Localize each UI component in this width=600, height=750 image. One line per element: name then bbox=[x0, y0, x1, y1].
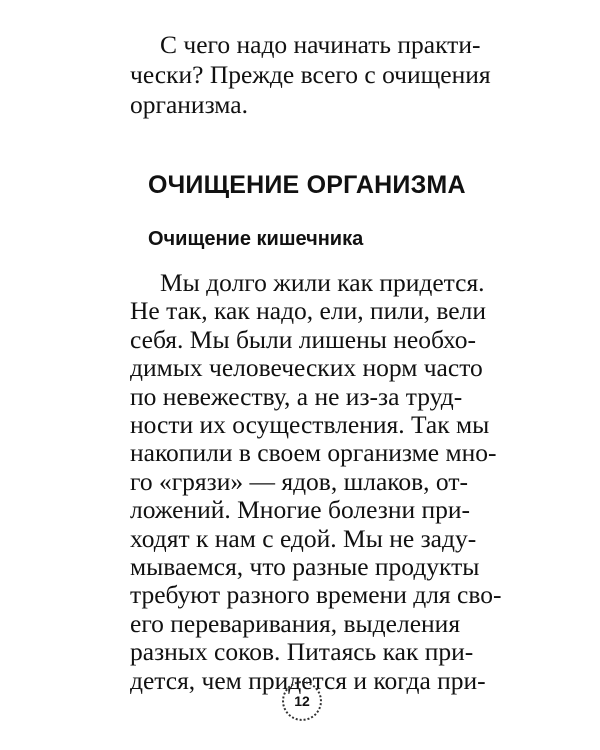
body-line: дется, чем придется и когда при- bbox=[130, 665, 486, 695]
body-line: его переваривания, выделения bbox=[130, 608, 461, 638]
section-subtitle: Очищение кишечника bbox=[148, 228, 364, 250]
body-line: себя. Мы были лишены необхо- bbox=[130, 324, 477, 354]
body-line: димых человеческих норм часто bbox=[130, 353, 483, 383]
body-line: го «грязи» — ядов, шлаков, от- bbox=[130, 466, 468, 496]
body-line: Не так, как надо, ели, пили, вели bbox=[130, 296, 486, 326]
intro-line: организма. bbox=[130, 90, 248, 119]
body-line: накопили в своем организме мно- bbox=[130, 438, 497, 468]
body-line: требуют разного времени для сво- bbox=[130, 580, 502, 610]
body-line: ности их осуществления. Так мы bbox=[130, 410, 490, 439]
body-line: Мы долго жили как придется. bbox=[160, 268, 485, 297]
intro-line: чески? Прежде всего с очищения bbox=[130, 60, 491, 89]
page-number: 12 bbox=[282, 681, 322, 721]
intro-line: С чего надо начинать практи- bbox=[160, 30, 481, 59]
body-line: ходят к нам с едой. Мы не заду- bbox=[130, 523, 477, 553]
body-line: мываемся, что разные продукты bbox=[130, 552, 480, 581]
body-line: по невежеству, а не из-за труд- bbox=[130, 381, 463, 411]
body-line: разных соков. Питаясь как при- bbox=[130, 637, 474, 667]
section-title: ОЧИЩЕНИЕ ОРГАНИЗМА bbox=[148, 171, 466, 199]
body-line: ложений. Многие болезни при- bbox=[130, 495, 471, 525]
